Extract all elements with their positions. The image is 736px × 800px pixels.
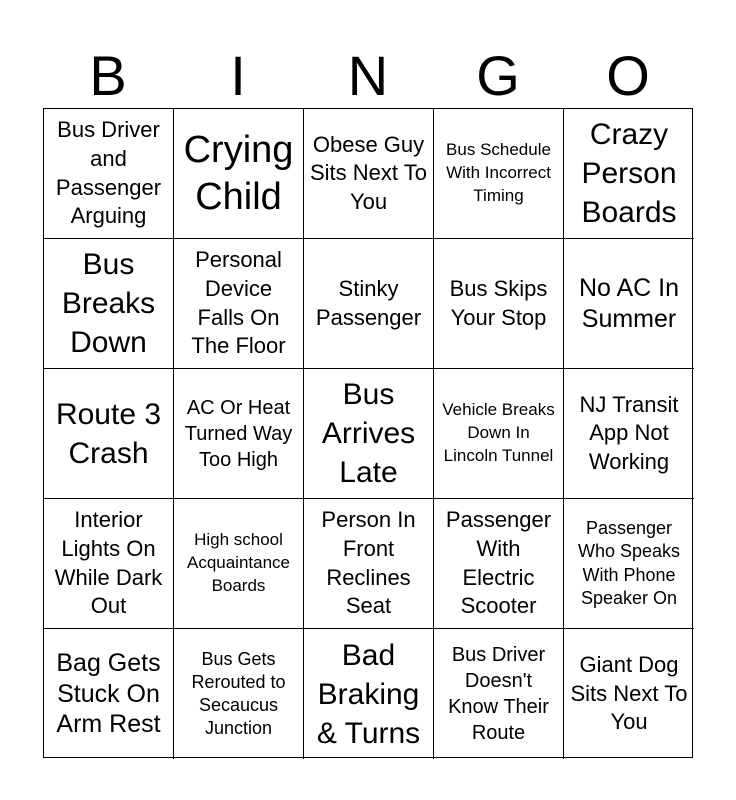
cell-text: Bus Skips Your Stop	[449, 275, 548, 330]
bingo-cell[interactable]	[304, 239, 434, 369]
cell-text: Route 3 Crash	[55, 397, 162, 470]
cell-text: Bus Driver Doesn't Know Their Route	[448, 644, 549, 744]
cell-text: No AC In Summer	[578, 274, 680, 333]
cell-text: NJ Transit App Not Working	[579, 391, 679, 474]
cell-text: Crazy Person Boards	[581, 118, 677, 229]
bingo-cell[interactable]	[174, 109, 304, 239]
bingo-cell[interactable]	[304, 109, 434, 239]
bingo-cell[interactable]	[44, 369, 174, 499]
cell-text: Bus Schedule With Incorrect Timing	[446, 140, 551, 205]
bingo-cell[interactable]	[44, 499, 174, 629]
cell-text: Bus Gets Rerouted to Secaucus Junction	[191, 648, 286, 739]
bingo-header	[43, 44, 693, 108]
bingo-cell[interactable]	[304, 629, 434, 759]
cell-text: Passenger With Electric Scooter	[445, 507, 552, 619]
cell-text: Vehicle Breaks Down In Lincoln Tunnel	[442, 400, 555, 465]
bingo-cell[interactable]	[44, 239, 174, 369]
bingo-cell[interactable]	[564, 629, 694, 759]
bingo-cell[interactable]	[434, 499, 564, 629]
bingo-cell[interactable]	[434, 629, 564, 759]
bingo-cell[interactable]	[304, 369, 434, 499]
bingo-cell[interactable]	[174, 369, 304, 499]
bingo-cell[interactable]	[564, 239, 694, 369]
cell-text: Stinky Passenger	[315, 275, 422, 330]
bingo-cell[interactable]	[434, 109, 564, 239]
cell-text: Bad Braking & Turns	[316, 638, 421, 750]
cell-text: Personal Device Falls On The Floor	[191, 247, 286, 359]
bingo-cell[interactable]	[174, 499, 304, 629]
cell-text: Person In Front Reclines Seat	[321, 507, 416, 619]
bingo-cell[interactable]	[564, 499, 694, 629]
bingo-cell[interactable]	[564, 369, 694, 499]
cell-text: Bus Breaks Down	[61, 248, 156, 359]
cell-text: Interior Lights On While Dark Out	[54, 507, 163, 619]
bingo-board	[43, 108, 693, 758]
header-letter-o: O	[606, 44, 650, 107]
bingo-cell[interactable]	[174, 629, 304, 759]
cell-text: Bus Arrives Late	[321, 378, 416, 489]
header-letter-n: N	[347, 44, 389, 107]
cell-text: Obese Guy Sits Next To You	[310, 131, 427, 214]
bingo-cell[interactable]	[434, 369, 564, 499]
bingo-cell[interactable]	[304, 499, 434, 629]
bingo-cell[interactable]	[44, 629, 174, 759]
header-letter-g: G	[476, 44, 520, 107]
cell-text: Bag Gets Stuck On Arm Rest	[56, 649, 161, 739]
cell-text: High school Acquaintance Boards	[186, 530, 291, 595]
header-letter-b: B	[89, 44, 127, 107]
cell-text: AC Or Heat Turned Way Too High	[184, 396, 293, 471]
cell-text: Giant Dog Sits Next To You	[570, 652, 688, 735]
cell-text: Crying Child	[183, 128, 294, 218]
bingo-cell[interactable]	[564, 109, 694, 239]
header-letter-i: I	[230, 44, 246, 107]
cell-text: Bus Driver and Passenger Arguing	[55, 117, 162, 229]
bingo-cell[interactable]	[174, 239, 304, 369]
bingo-cell[interactable]	[44, 109, 174, 239]
cell-text: Passenger Who Speaks With Phone Speaker On	[577, 518, 681, 608]
bingo-cell[interactable]	[434, 239, 564, 369]
